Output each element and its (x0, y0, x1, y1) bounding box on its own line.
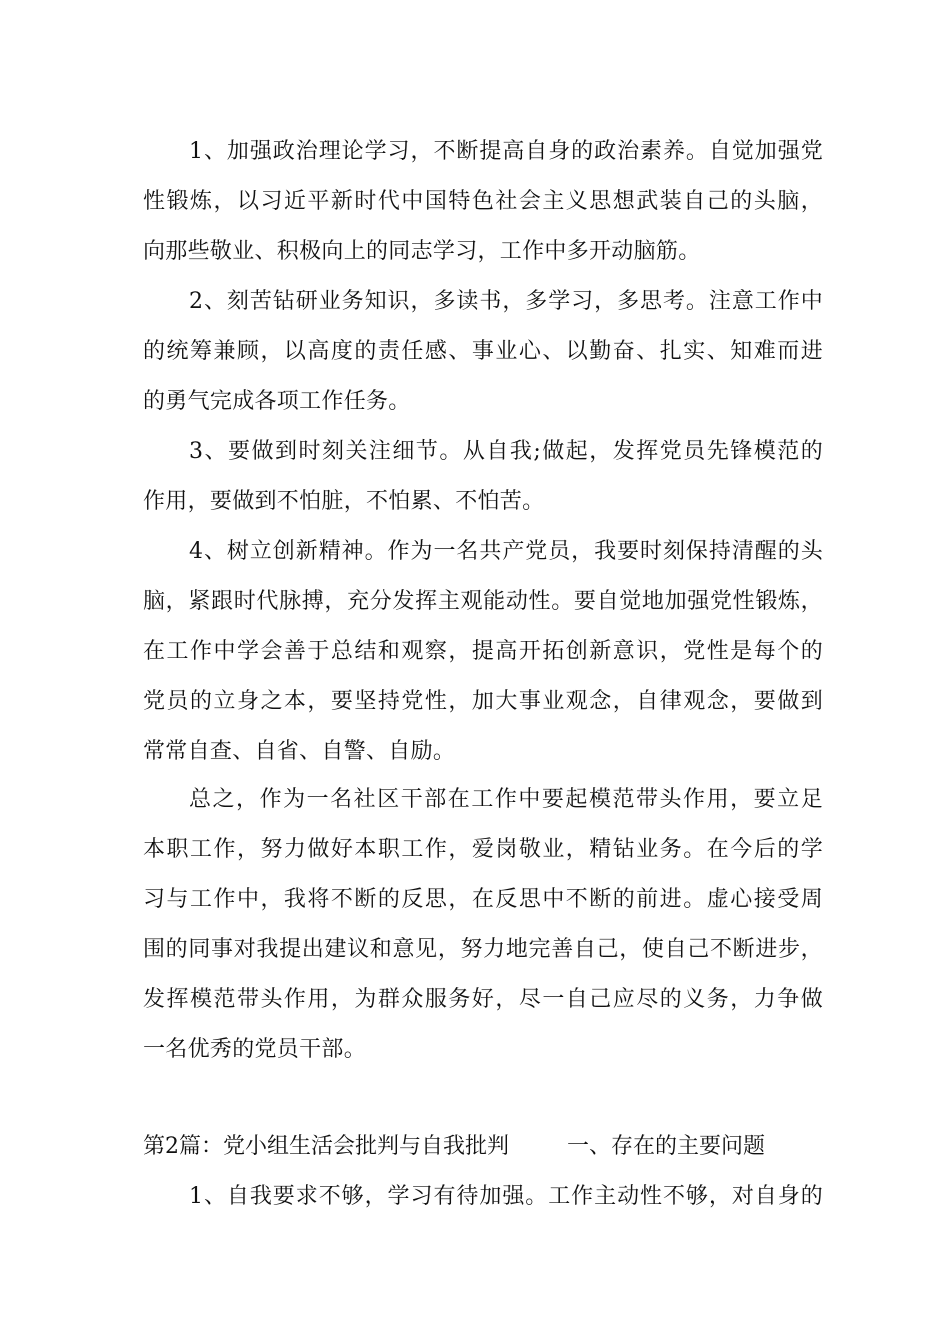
paragraph-4-line-4: 党员的立身之本，要坚持党性，加大事业观念，自律观念，要做到 (143, 689, 823, 714)
paragraph-1-line-2: 性锻炼，以习近平新时代中国特色社会主义思想武装自己的头脑， (143, 189, 823, 214)
paragraph-3-line-2: 作用，要做到不怕脏，不怕累、不怕苦。 (143, 489, 545, 514)
paragraph-5-line-5: 发挥模范带头作用，为群众服务好，尽一自己应尽的义务，力争做 (143, 987, 823, 1012)
paragraph-2-line-1: 2、刻苦钻研业务知识，多读书，多学习，多思考。注意工作中 (189, 289, 823, 314)
paragraph-1-line-1: 1、加强政治理论学习，不断提高自身的政治素养。自觉加强党 (189, 139, 823, 164)
paragraph-4-line-3: 在工作中学会善于总结和观察，提高开拓创新意识，党性是每个的 (143, 639, 823, 664)
paragraph-5-line-6: 一名优秀的党员干部。 (143, 1037, 367, 1062)
paragraph-4-line-2: 脑，紧跟时代脉搏，充分发挥主观能动性。要自觉地加强党性锻炼， (143, 589, 823, 614)
section-2-title: 第2篇：党小组生活会批判与自我批判 (143, 1134, 509, 1159)
paragraph-5-line-2: 本职工作，努力做好本职工作，爱岗敬业，精钻业务。在今后的学 (143, 837, 823, 862)
paragraph-5-line-1: 总之，作为一名社区干部在工作中要起模范带头作用，要立足 (189, 787, 823, 812)
paragraph-5-line-4: 围的同事对我提出建议和意见，努力地完善自己，使自己不断进步， (143, 937, 823, 962)
section-2-subtitle: 一、存在的主要问题 (567, 1134, 766, 1159)
paragraph-2-line-2: 的统筹兼顾，以高度的责任感、事业心、以勤奋、扎实、知难而进 (143, 339, 823, 364)
paragraph-4-line-5: 常常自查、自省、自警、自励。 (143, 739, 456, 764)
paragraph-2-line-3: 的勇气完成各项工作任务。 (143, 389, 411, 414)
paragraph-1-line-3: 向那些敬业、积极向上的同志学习，工作中多开动脑筋。 (143, 239, 701, 264)
paragraph-3-line-1: 3、要做到时刻关注细节。从自我;做起，发挥党员先锋模范的 (189, 439, 823, 464)
section-2-line-1: 1、自我要求不够，学习有待加强。工作主动性不够，对自身的 (189, 1184, 823, 1209)
paragraph-4-line-1: 4、树立创新精神。作为一名共产党员，我要时刻保持清醒的头 (189, 539, 823, 564)
paragraph-5-line-3: 习与工作中，我将不断的反思，在反思中不断的前进。虚心接受周 (143, 887, 823, 912)
